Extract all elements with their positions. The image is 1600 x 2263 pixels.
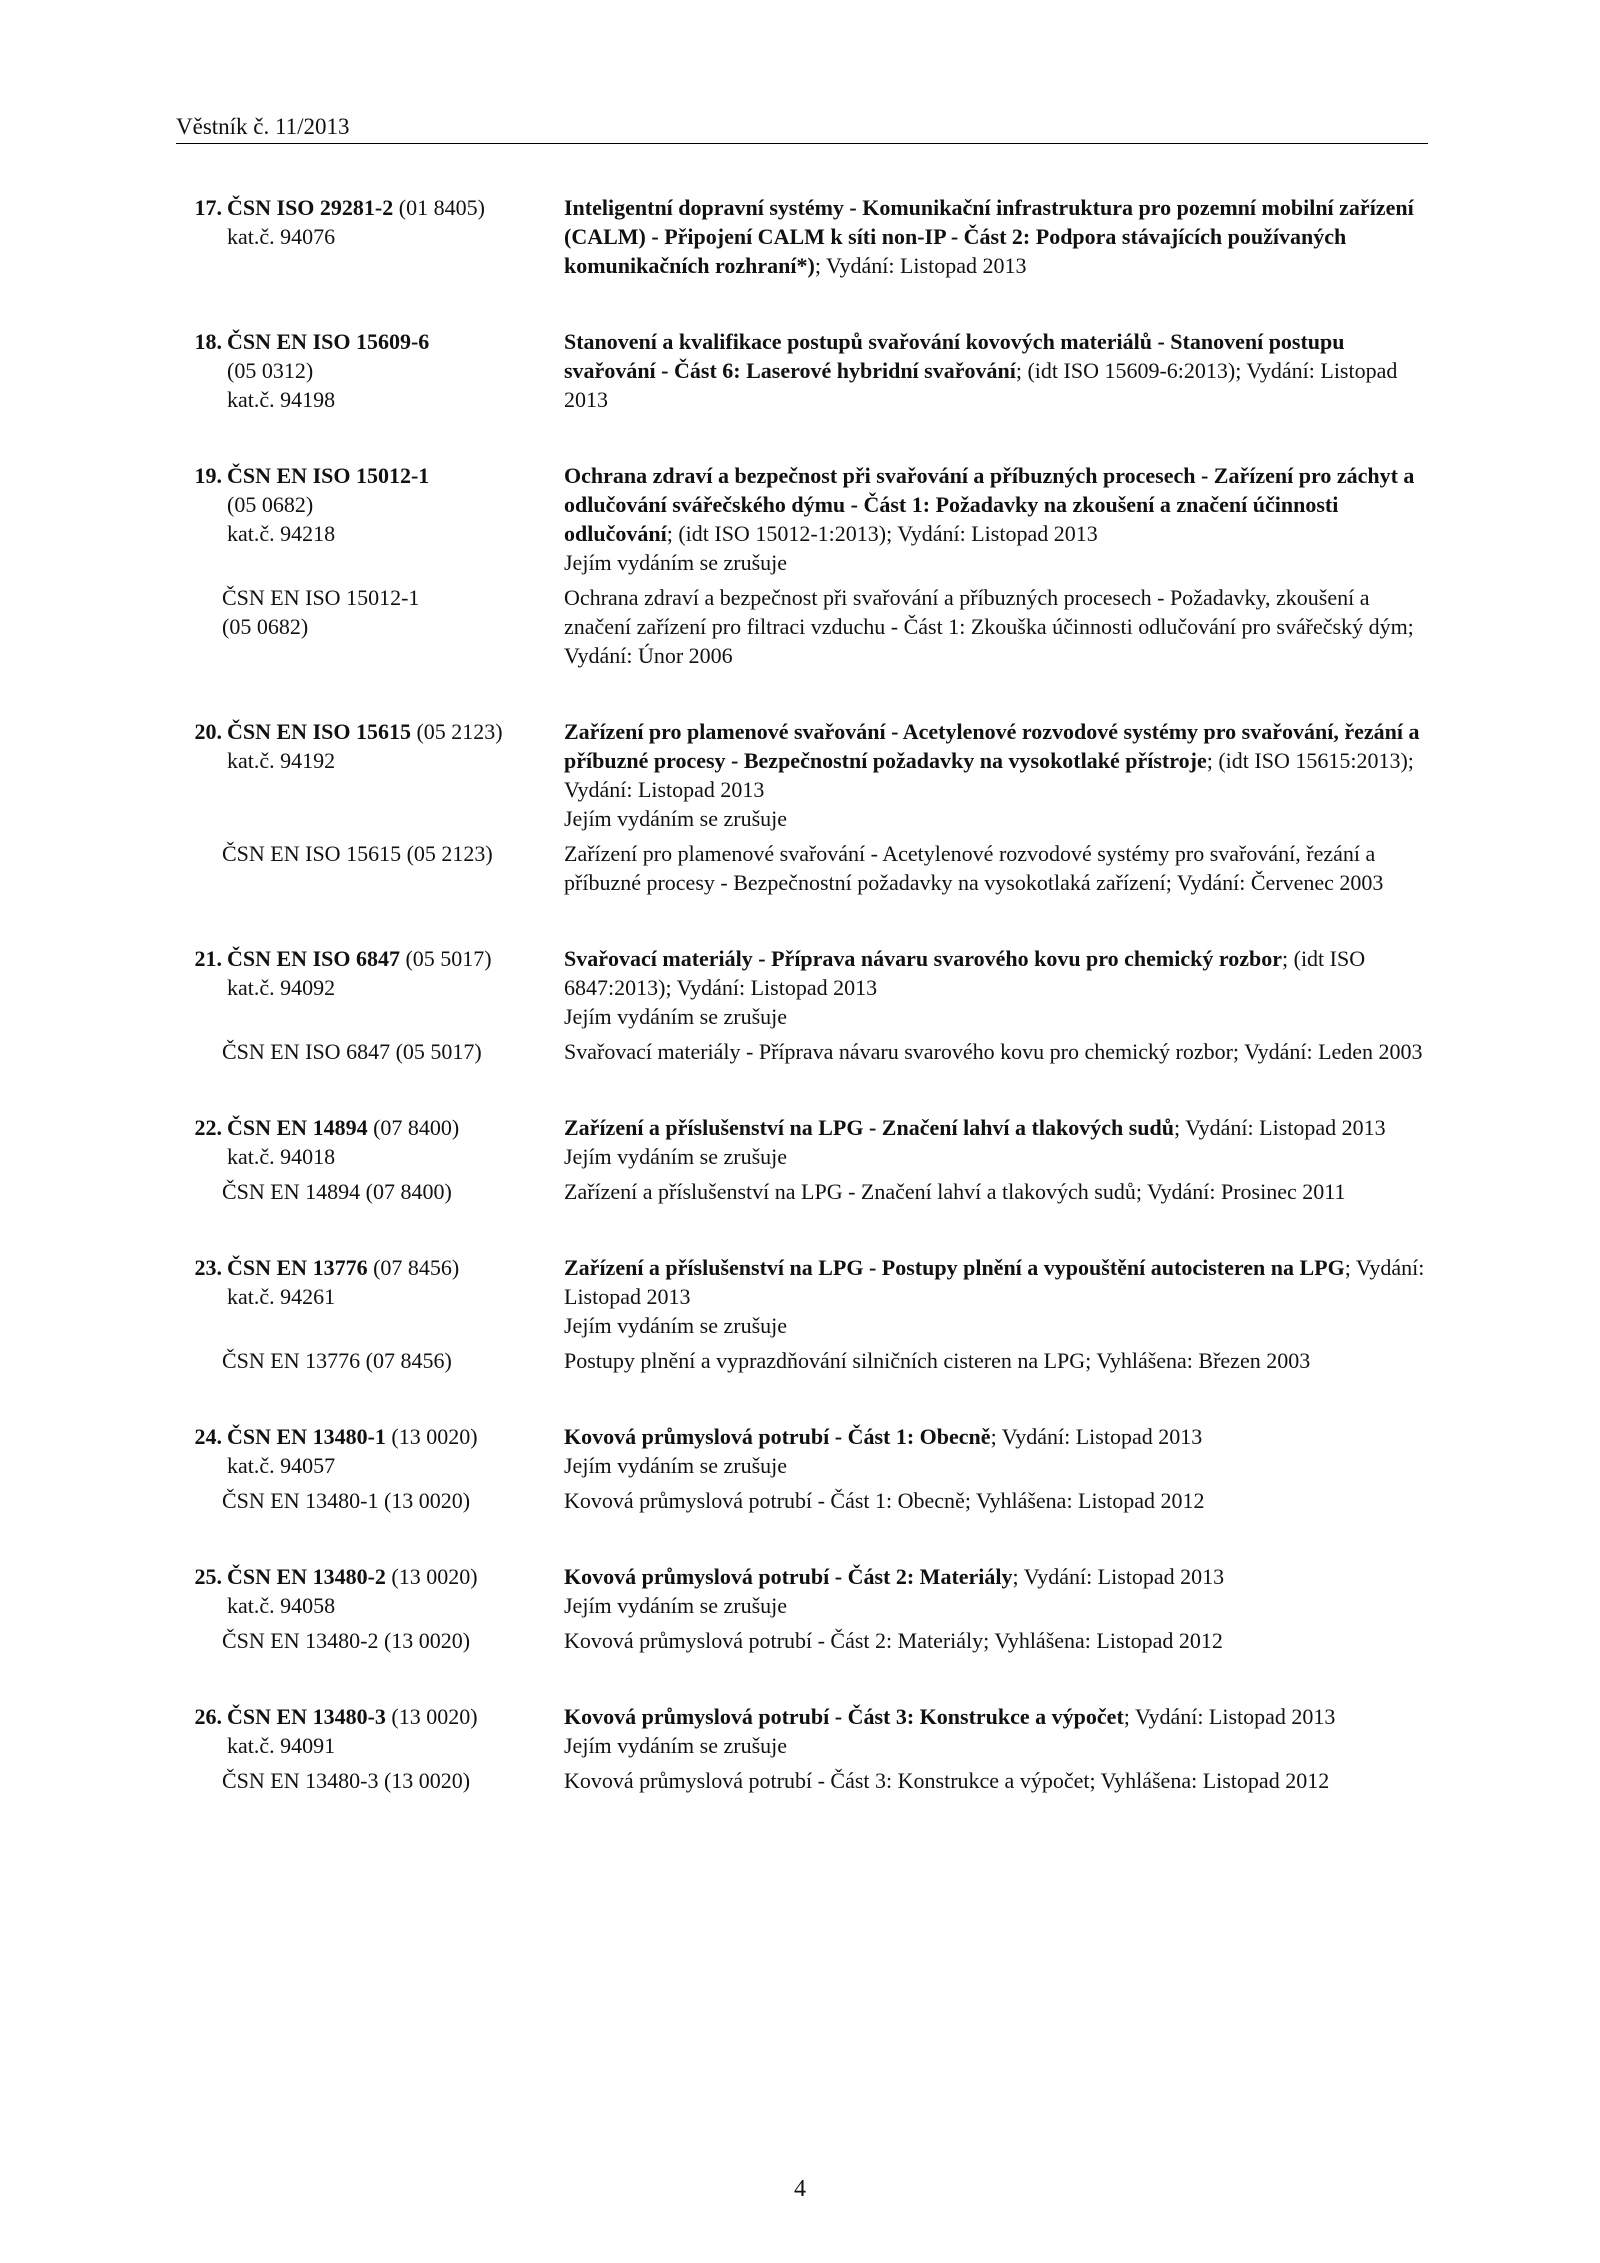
- standard-title: Kovová průmyslová potrubí - Část 2: Materiály: [564, 1564, 1013, 1589]
- replaced-standard-code: (05 0682): [222, 614, 309, 639]
- standard-title-text: [564, 1115, 1386, 1140]
- replaced-standard-title: Ochrana zdraví a bezpečnost při svařování a příbuzných procesech - Požadavky, zkoušení a značení zařízení pro filtraci vzduchu - Část 1: Zkouška účinnosti odlučování pro svářečský dým; Vydání: Únor 2006: [564, 585, 1414, 668]
- standard-code-detail: kat.č. 94261: [227, 1284, 336, 1309]
- standard-title: Inteligentní dopravní systémy - Komunikační infrastruktura pro pozemní mobilní zařízení (CALM) - Připojení CALM k síti non-IP - Část 2: Podpora stávajících používaných komunikačních rozhraní*): [564, 195, 1414, 278]
- standard-entry: [176, 1702, 1430, 1795]
- standard-title-text: [564, 1255, 1424, 1309]
- standard-code-detail: kat.č. 94018: [227, 1144, 336, 1169]
- replaced-standard-code: ČSN EN 14894 (07 8400): [222, 1179, 452, 1204]
- standard-edition: ; Vydání: Listopad 2013: [1012, 1564, 1225, 1589]
- standard-title-text: [564, 329, 1397, 412]
- standards-list: [176, 193, 1430, 1842]
- standard-code: ČSN EN 13480-2: [227, 1564, 386, 1589]
- standard-title-text: [564, 719, 1419, 802]
- standard-code-line: [176, 1562, 564, 1591]
- standard-entry: [176, 1562, 1430, 1655]
- replaced-code-block: [176, 839, 564, 897]
- standard-title: Stanovení a kvalifikace postupů svařování kovových materiálů - Stanovení postupu svařování - Část 6: Laserové hybridní svařování: [564, 329, 1345, 383]
- standard-title-block: [564, 461, 1430, 577]
- standard-title-block: [564, 327, 1430, 414]
- standard-code-block: [176, 1702, 564, 1760]
- standard-entry: [176, 1113, 1430, 1206]
- standard-code-detail: kat.č. 94092: [227, 975, 336, 1000]
- replaced-code-block: [176, 1766, 564, 1795]
- standard-code-line: [176, 327, 564, 356]
- standard-class-code: (13 0020): [385, 1704, 478, 1729]
- standard-code-detail: kat.č. 94076: [227, 224, 336, 249]
- page-number: 4: [794, 2176, 806, 2202]
- standard-row: [176, 944, 1430, 1031]
- entry-number: 24.: [194, 1424, 222, 1449]
- standard-title-text: [564, 1424, 1202, 1449]
- standard-code: ČSN EN ISO 15609-6: [227, 329, 430, 354]
- replaced-title-block: [564, 1346, 1430, 1375]
- standard-code-block: [176, 327, 564, 414]
- replaced-standard-title: Zařízení a příslušenství na LPG - Značení lahví a tlakových sudů; Vydání: Prosinec 2011: [564, 1179, 1346, 1204]
- entry-number: 22.: [194, 1115, 222, 1140]
- standard-title-block: [564, 193, 1430, 280]
- standard-code-line: [176, 1253, 564, 1282]
- replaced-standard-code: ČSN EN ISO 15615 (05 2123): [222, 841, 493, 866]
- standard-edition: ; Vydání: Listopad 2013: [1173, 1115, 1386, 1140]
- replaced-title-block: [564, 1486, 1430, 1515]
- standard-code: ČSN ISO 29281-2: [227, 195, 394, 220]
- standard-title-text: [564, 946, 1365, 1000]
- standard-edition: ; (idt ISO 6847:2013); Vydání: Listopad 2013: [564, 946, 1366, 1000]
- standard-title-text: [564, 195, 1414, 278]
- standard-row: [176, 1562, 1430, 1620]
- standard-code-block: [176, 1422, 564, 1480]
- entry-number: 23.: [194, 1255, 222, 1280]
- standard-entry: [176, 1422, 1430, 1515]
- replaced-standard-row: [176, 1346, 1430, 1375]
- entry-number: 20.: [194, 719, 222, 744]
- standard-entry: [176, 327, 1430, 414]
- standard-code-line: [176, 1422, 564, 1451]
- replaced-title-block: [564, 1177, 1430, 1206]
- standard-code-block: [176, 1562, 564, 1620]
- cancellation-note: Jejím vydáním se zrušuje: [564, 1004, 788, 1029]
- standard-title-text: [564, 1704, 1335, 1729]
- standard-row: [176, 1253, 1430, 1340]
- replaced-code-block: [176, 583, 564, 670]
- standard-edition: ; (idt ISO 15609-6:2013); Vydání: Listopad 2013: [564, 358, 1398, 412]
- standard-code-block: [176, 1253, 564, 1340]
- standard-title-block: [564, 1253, 1430, 1340]
- replaced-standard-code: ČSN EN 13776 (07 8456): [222, 1348, 452, 1373]
- standard-title-block: [564, 1562, 1430, 1620]
- standard-code-detail: kat.č. 94057: [227, 1453, 336, 1478]
- standard-code-block: [176, 717, 564, 833]
- entry-number: 18.: [194, 329, 222, 354]
- standard-code-detail: kat.č. 94192: [227, 748, 336, 773]
- replaced-standard-code: ČSN EN 13480-1 (13 0020): [222, 1488, 471, 1513]
- standard-code-detail: (05 0312): [227, 358, 314, 383]
- standard-code: ČSN EN 13480-3: [227, 1704, 386, 1729]
- standard-code-detail: kat.č. 94198: [227, 387, 336, 412]
- standard-class-code: (13 0020): [385, 1564, 478, 1589]
- standard-code: ČSN EN ISO 15615: [227, 719, 411, 744]
- standard-code-line: [176, 461, 564, 490]
- page-header: [176, 112, 1428, 144]
- entry-number: 19.: [194, 463, 222, 488]
- standard-title-block: [564, 1113, 1430, 1171]
- standard-entry: [176, 1253, 1430, 1375]
- standard-code: ČSN EN ISO 6847: [227, 946, 400, 971]
- standard-title: Zařízení a příslušenství na LPG - Postupy plnění a vypouštění autocisteren na LPG: [564, 1255, 1345, 1280]
- cancellation-note: Jejím vydáním se zrušuje: [564, 1453, 788, 1478]
- standard-title-block: [564, 717, 1430, 833]
- standard-code: ČSN EN 13776: [227, 1255, 368, 1280]
- journal-title: Věstník č. 11/2013: [176, 114, 350, 139]
- standard-edition: ; Vydání: Listopad 2013: [990, 1424, 1203, 1449]
- standard-code-block: [176, 193, 564, 280]
- standard-code-detail: kat.č. 94218: [227, 521, 336, 546]
- standard-code-line: [176, 1113, 564, 1142]
- standard-code-line: [176, 1702, 564, 1731]
- entry-number: 26.: [194, 1704, 222, 1729]
- entry-number: 25.: [194, 1564, 222, 1589]
- replaced-standard-title: Postupy plnění a vyprazdňování silničních cisteren na LPG; Vyhlášena: Březen 2003: [564, 1348, 1311, 1373]
- standard-edition: ; (idt ISO 15615:2013); Vydání: Listopad 2013: [564, 748, 1414, 802]
- standard-code-line: [176, 193, 564, 222]
- standard-code-line: [176, 717, 564, 746]
- standard-code-detail: kat.č. 94058: [227, 1593, 336, 1618]
- replaced-standard-code: ČSN EN 13480-3 (13 0020): [222, 1768, 471, 1793]
- standard-title-block: [564, 944, 1430, 1031]
- standard-title: Zařízení pro plamenové svařování - Acetylenové rozvodové systémy pro svařování, řezání a příbuzné procesy - Bezpečnostní požadavky na vysokotlaké přístroje: [564, 719, 1420, 773]
- replaced-standard-row: [176, 1486, 1430, 1515]
- standard-row: [176, 1113, 1430, 1171]
- replaced-standard-title: Kovová průmyslová potrubí - Část 1: Obecně; Vyhlášena: Listopad 2012: [564, 1488, 1205, 1513]
- cancellation-note: Jejím vydáním se zrušuje: [564, 1313, 788, 1338]
- replaced-standard-code: ČSN EN 13480-2 (13 0020): [222, 1628, 471, 1653]
- cancellation-note: Jejím vydáním se zrušuje: [564, 1733, 788, 1758]
- standard-code-detail: (05 0682): [227, 492, 314, 517]
- standard-class-code: (05 5017): [399, 946, 492, 971]
- standard-row: [176, 717, 1430, 833]
- replaced-standard-title: Svařovací materiály - Příprava návaru svarového kovu pro chemický rozbor; Vydání: Leden 2003: [564, 1039, 1423, 1064]
- standard-class-code: (07 8456): [367, 1255, 460, 1280]
- standard-title: Zařízení a příslušenství na LPG - Značení lahví a tlakových sudů: [564, 1115, 1174, 1140]
- replaced-title-block: [564, 583, 1430, 670]
- standard-code-detail: kat.č. 94091: [227, 1733, 336, 1758]
- standard-title-text: [564, 463, 1414, 546]
- replaced-code-block: [176, 1626, 564, 1655]
- standard-title-block: [564, 1702, 1430, 1760]
- replaced-standard-code: ČSN EN ISO 6847 (05 5017): [222, 1039, 482, 1064]
- replaced-standard-row: [176, 1177, 1430, 1206]
- entry-number: 17.: [194, 195, 222, 220]
- standard-code: ČSN EN ISO 15012-1: [227, 463, 430, 488]
- standard-edition: ; Vydání: Listopad 2013: [1123, 1704, 1336, 1729]
- standard-title: Kovová průmyslová potrubí - Část 1: Obecně: [564, 1424, 991, 1449]
- replaced-title-block: [564, 839, 1430, 897]
- replaced-title-block: [564, 1037, 1430, 1066]
- standard-entry: [176, 717, 1430, 897]
- standard-class-code: (13 0020): [385, 1424, 478, 1449]
- replaced-standard-row: [176, 1766, 1430, 1795]
- replaced-standard-row: [176, 583, 1430, 670]
- standard-class-code: (01 8405): [393, 195, 485, 220]
- standard-row: [176, 327, 1430, 414]
- replaced-code-block: [176, 1486, 564, 1515]
- standard-edition: ; Vydání: Listopad 2013: [814, 253, 1027, 278]
- standard-code-block: [176, 461, 564, 577]
- standard-title-block: [564, 1422, 1430, 1480]
- replaced-title-block: [564, 1766, 1430, 1795]
- standard-class-code: (07 8400): [367, 1115, 460, 1140]
- standard-row: [176, 1422, 1430, 1480]
- cancellation-note: Jejím vydáním se zrušuje: [564, 550, 788, 575]
- replaced-standard-code: ČSN EN ISO 15012-1: [222, 585, 420, 610]
- standard-code-block: [176, 944, 564, 1031]
- entry-number: 21.: [194, 946, 222, 971]
- standard-code: ČSN EN 14894: [227, 1115, 368, 1140]
- standard-edition: ; (idt ISO 15012-1:2013); Vydání: Listopad 2013: [666, 521, 1098, 546]
- standard-row: [176, 461, 1430, 577]
- standard-edition: ; Vydání: Listopad 2013: [564, 1255, 1425, 1309]
- replaced-standard-row: [176, 839, 1430, 897]
- standard-entry: [176, 944, 1430, 1066]
- standard-code-line: [176, 944, 564, 973]
- standard-title: Kovová průmyslová potrubí - Část 3: Konstrukce a výpočet: [564, 1704, 1124, 1729]
- standard-row: [176, 1702, 1430, 1760]
- standard-title: Ochrana zdraví a bezpečnost při svařování a příbuzných procesech - Zařízení pro záchyt a odlučování svářečského dýmu - Část 1: Požadavky na zkoušení a značení účinnosti odlučování: [564, 463, 1415, 546]
- replaced-standard-row: [176, 1626, 1430, 1655]
- standard-title-text: [564, 1564, 1224, 1589]
- replaced-title-block: [564, 1626, 1430, 1655]
- standard-title: Svařovací materiály - Příprava návaru svarového kovu pro chemický rozbor: [564, 946, 1282, 971]
- standard-entry: [176, 193, 1430, 280]
- replaced-code-block: [176, 1346, 564, 1375]
- replaced-standard-title: Kovová průmyslová potrubí - Část 3: Konstrukce a výpočet; Vyhlášena: Listopad 2012: [564, 1768, 1330, 1793]
- replaced-standard-row: [176, 1037, 1430, 1066]
- standard-class-code: (05 2123): [410, 719, 503, 744]
- replaced-standard-title: Zařízení pro plamenové svařování - Acetylenové rozvodové systémy pro svařování, řezání a příbuzné procesy - Bezpečnostní požadavky na vysokotlaká zařízení; Vydání: Červenec 2003: [564, 841, 1384, 895]
- replaced-code-block: [176, 1177, 564, 1206]
- standard-row: [176, 193, 1430, 280]
- standard-code: ČSN EN 13480-1: [227, 1424, 386, 1449]
- standard-code-block: [176, 1113, 564, 1171]
- cancellation-note: Jejím vydáním se zrušuje: [564, 1593, 788, 1618]
- cancellation-note: Jejím vydáním se zrušuje: [564, 806, 788, 831]
- replaced-code-block: [176, 1037, 564, 1066]
- standard-entry: [176, 461, 1430, 670]
- cancellation-note: Jejím vydáním se zrušuje: [564, 1144, 788, 1169]
- replaced-standard-title: Kovová průmyslová potrubí - Část 2: Materiály; Vyhlášena: Listopad 2012: [564, 1628, 1223, 1653]
